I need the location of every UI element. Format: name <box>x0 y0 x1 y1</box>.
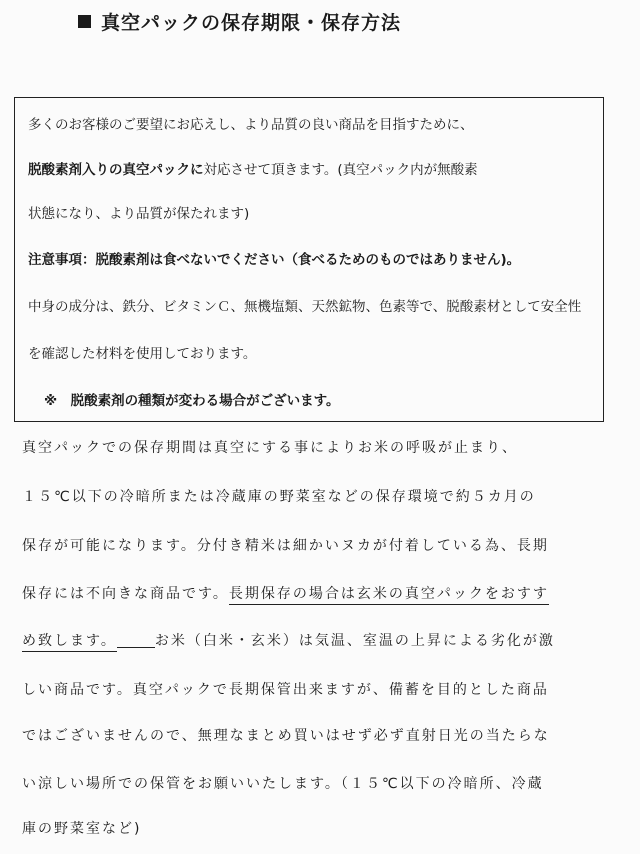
page-title <box>78 8 401 35</box>
notice-line-3: 状態になり、より品質が保たれます) <box>28 206 250 222</box>
body-line-7: ではございませんので、無理なまとめ買いはせず必ず直射日光の当たらな <box>22 728 550 744</box>
notice-line-6: を確認した材料を使用しております。 <box>28 346 257 362</box>
notice-caution: 注意事項：脱酸素剤は食べないでください（食べるためのものではありません)。 <box>28 252 521 268</box>
body-line-5-rest: お米（白米・玄米）は気温、室温の上昇による劣化が激 <box>154 633 555 649</box>
square-bullet-icon <box>78 15 91 28</box>
notice-line-5: 中身の成分は、鉄分、ビタミンＣ、無機塩類、天然鉱物、色素等で、脱酸素材として安全性 <box>28 299 582 315</box>
body-line-4-underlined: 長期保存の場合は玄米の真空パックをおすす <box>229 586 549 605</box>
page-title-text: 真空パックの保存期限・保存方法 <box>101 12 402 34</box>
body-line-2: １５℃以下の冷暗所または冷蔵庫の野菜室などの保存環境で約５カ月の <box>22 489 536 505</box>
notice-line-2-rest: 対応させて頂きます。(真空パック内が無酸素 <box>203 162 478 178</box>
underline-gap <box>117 633 155 648</box>
notice-line-2 <box>28 158 478 178</box>
body-line-4-plain: 保存には不向きな商品です。 <box>22 586 229 602</box>
body-line-4 <box>22 583 549 603</box>
body-line-1: 真空パックでの保存期間は真空にする事によりお米の呼吸が止まり、 <box>22 440 518 456</box>
body-line-9: 庫の野菜室など) <box>22 821 142 837</box>
body-line-5 <box>22 630 555 650</box>
body-line-8: い涼しい場所での保管をお願いいたします。（１５℃以下の冷暗所、冷蔵 <box>22 776 544 792</box>
body-line-3: 保存が可能になります。分付き精米は細かいヌカが付着している為、長期 <box>22 538 549 554</box>
notice-line-2-bold: 脱酸素剤入りの真空パックに <box>28 162 204 178</box>
notice-note: ※ 脱酸素剤の種類が変わる場合がございます。 <box>44 393 340 409</box>
body-line-6: しい商品です。真空パックで長期保管出来ますが、備蓄を目的とした商品 <box>22 682 549 698</box>
notice-line-1: 多くのお客様のご要望にお応えし、より品質の良い商品を目指すために、 <box>28 117 474 133</box>
body-line-5-underlined: め致します。 <box>22 633 117 652</box>
